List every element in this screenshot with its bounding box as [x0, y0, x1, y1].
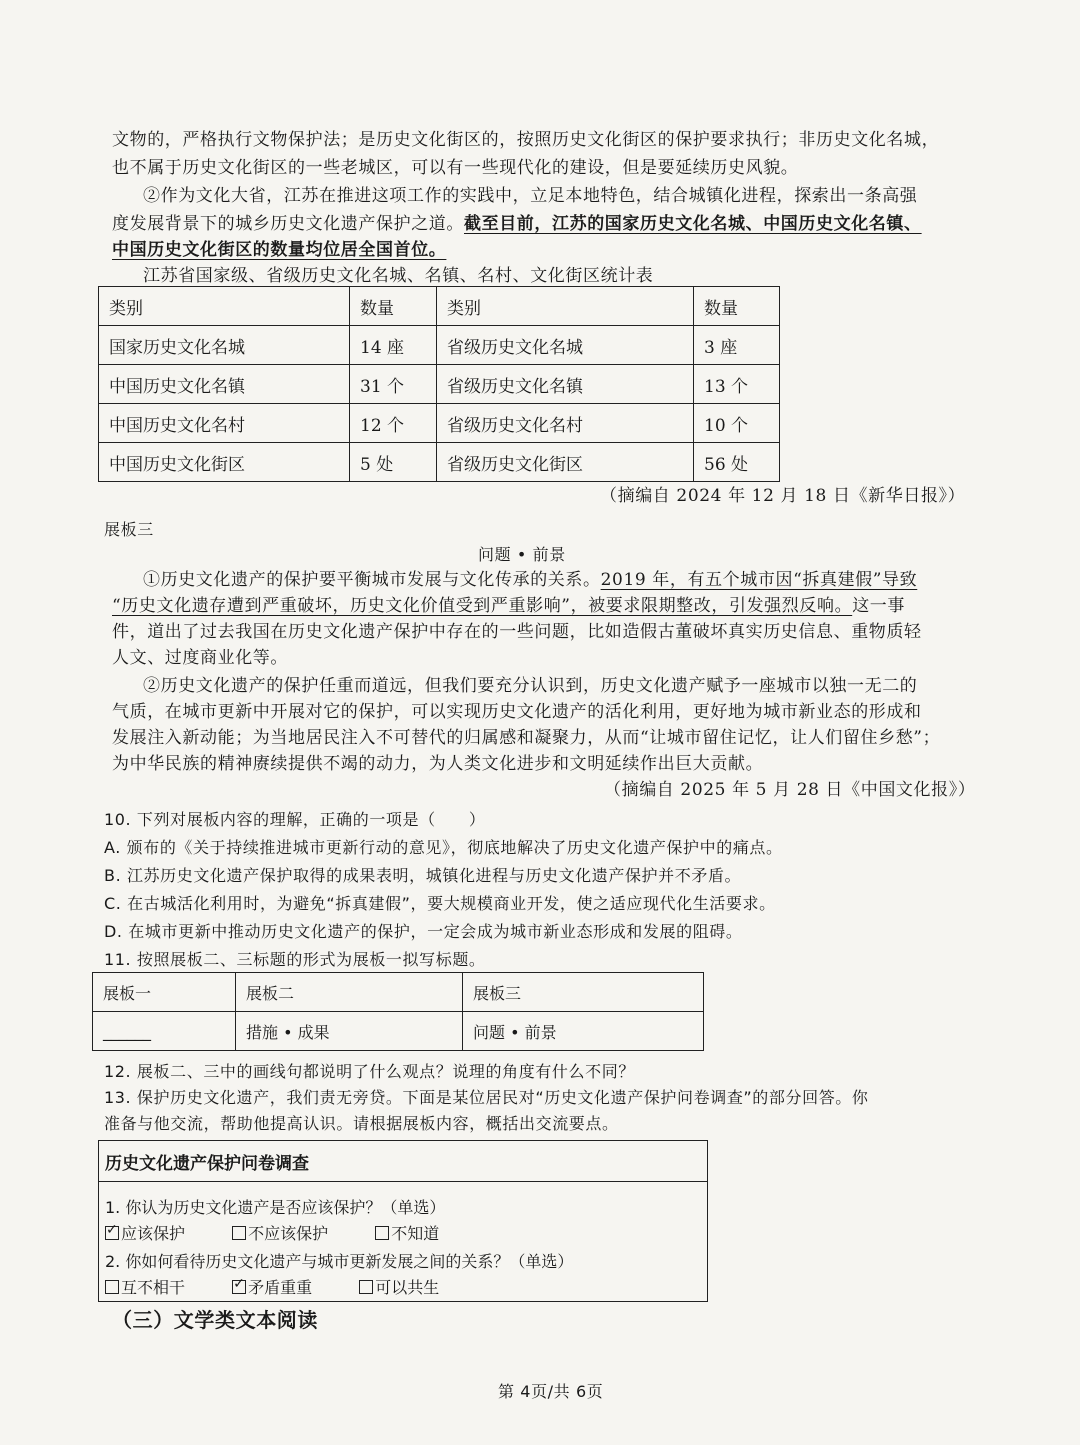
survey-q1-option-2[interactable] — [232, 1221, 328, 1244]
intro-p2-line-2 — [112, 212, 922, 236]
underlined-sentence-b: 中国历史文化街区的数量均位居全国首位。 — [112, 240, 447, 260]
answer-blank[interactable]: ______ — [93, 1012, 236, 1051]
table-row — [99, 326, 780, 365]
table-cell: 省级历史文化名镇 — [437, 365, 694, 404]
q10-option-b: B. 江苏历史文化遗产保护取得的成果表明，城镇化进程与历史文化遗产保护并不矛盾。 — [104, 866, 742, 885]
section-title: （三）文学类文本阅读 — [112, 1308, 318, 1332]
underlined-sentence-a: 截至目前，江苏的国家历史文化名城、中国历史文化名镇、 — [464, 214, 922, 234]
table-cell: 5 处 — [350, 443, 437, 482]
panel3-p1-line-1 — [143, 568, 917, 592]
intro-p2-line-1: ②作为文化大省，江苏在推进这项工作的实践中，立足本地特色，结合城镇化进程，探索出一条高强 — [143, 186, 918, 206]
table-header: 类别 — [437, 287, 694, 326]
survey-q2-options — [105, 1275, 481, 1298]
intro-p2-text: 度发展背景下的城乡历史文化遗产保护之道。 — [112, 214, 464, 234]
checkbox-checked-icon[interactable] — [232, 1280, 246, 1294]
table-cell: 问题 • 前景 — [463, 1012, 704, 1051]
option-label: 不应该保护 — [248, 1224, 329, 1243]
stats-table — [98, 286, 780, 482]
intro-line-1: 文物的，严格执行文物保护法；是历史文化街区的，按照历史文化街区的保护要求执行；非历史文化名城， — [112, 130, 940, 150]
panel3-p1-text: ①历史文化遗产的保护要平衡城市发展与文化传承的关系。 — [143, 570, 601, 590]
table-header: 展板一 — [93, 973, 236, 1012]
survey-q2-option-3[interactable] — [359, 1275, 439, 1298]
survey-q2-option-1[interactable] — [105, 1275, 185, 1298]
table-cell: 中国历史文化名镇 — [99, 365, 350, 404]
survey-q1-option-3[interactable] — [375, 1221, 439, 1244]
q11-table — [92, 972, 704, 1051]
panel3-p2-line-2: 气质，在城市更新中开展对它的保护，可以实现历史文化遗产的活化利用，更好地为城市新业态的形成和 — [112, 702, 922, 722]
table-cell: 3 座 — [694, 326, 780, 365]
q13-line-2: 准备与他交流，帮助他提高认识。请根据展板内容，概括出交流要点。 — [104, 1114, 619, 1133]
table-header: 类别 — [99, 287, 350, 326]
underlined-sentence-d: “历史文化遗存遭到严重破坏，历史文化价值受到严重影响”，被要求限期整改，引发强烈反响。 — [112, 596, 853, 616]
table-header: 展板三 — [463, 973, 704, 1012]
table-cell: 56 处 — [694, 443, 780, 482]
option-label: 互不相干 — [121, 1278, 186, 1297]
q10-option-c: C. 在古城活化利用时，为避免“拆真建假”，要大规模商业开发，使之适应现代化生活要求。 — [104, 894, 776, 913]
underlined-sentence-c: 2019 年，有五个城市因“拆真建假”导致 — [600, 570, 918, 590]
panel3-p1-line-3: 件，道出了过去我国在历史文化遗产保护中存在的一些问题，比如造假古董破坏真实历史信息、重物质轻 — [112, 622, 922, 642]
panel3-p1-end: 这一事 — [852, 596, 905, 616]
table-header: 数量 — [350, 287, 437, 326]
table-cell: 省级历史文化名城 — [437, 326, 694, 365]
table-row — [99, 404, 780, 443]
checkbox-icon[interactable] — [375, 1226, 389, 1240]
table-cell: 省级历史文化街区 — [437, 443, 694, 482]
panel3-p1-line-2 — [112, 594, 905, 618]
table-cell: 13 个 — [694, 365, 780, 404]
table-cell: 措施 • 成果 — [236, 1012, 463, 1051]
checkbox-icon[interactable] — [359, 1280, 373, 1294]
survey-q2: 2. 你如何看待历史文化遗产与城市更新发展之间的关系？（单选） — [105, 1252, 574, 1271]
table-row — [99, 443, 780, 482]
survey-q1-options — [105, 1221, 481, 1244]
intro-line-2: 也不属于历史文化街区的一些老城区，可以有一些现代化的建设，但是要延续历史风貌。 — [112, 158, 799, 178]
q13-line-1: 13. 保护历史文化遗产，我们责无旁贷。下面是某位居民对“历史文化遗产保护问卷调查”的部分回答。你 — [104, 1088, 869, 1107]
table1-source: （摘编自 2024 年 12 月 18 日《新华日报》） — [600, 486, 966, 506]
survey-title: 历史文化遗产保护问卷调查 — [105, 1154, 309, 1174]
table-cell: 31 个 — [350, 365, 437, 404]
table-header: 展板二 — [236, 973, 463, 1012]
table-cell: 国家历史文化名城 — [99, 326, 350, 365]
panel3-p2-line-4: 为中华民族的精神赓续提供不竭的动力，为人类文化进步和文明延续作出巨大贡献。 — [112, 754, 764, 774]
checkbox-checked-icon[interactable] — [105, 1226, 119, 1240]
panel3-source: （摘编自 2025 年 5 月 28 日《中国文化报》） — [604, 780, 976, 800]
survey-box — [98, 1140, 708, 1302]
table-row — [93, 973, 704, 1012]
q11-stem: 11. 按照展板二、三标题的形式为展板一拟写标题。 — [104, 950, 486, 969]
page-footer: 第 4页/共 6页 — [498, 1382, 604, 1401]
table-cell: 14 座 — [350, 326, 437, 365]
panel3-title: 问题 • 前景 — [478, 545, 566, 564]
panel3-p2-line-3: 发展注入新动能；为当地居民注入不可替代的归属感和凝聚力，从而“让城市留住记忆，让人们留住乡愁”； — [112, 728, 941, 748]
option-label: 不知道 — [391, 1224, 440, 1243]
table-row — [99, 287, 780, 326]
q10-stem: 10. 下列对展板内容的理解，正确的一项是（ ） — [104, 810, 486, 829]
q12-stem: 12. 展板二、三中的画线句都说明了什么观点？说理的角度有什么不同？ — [104, 1062, 635, 1081]
survey-q2-option-2[interactable] — [232, 1275, 312, 1298]
option-label: 可以共生 — [375, 1278, 440, 1297]
checkbox-icon[interactable] — [105, 1280, 119, 1294]
table-header: 数量 — [694, 287, 780, 326]
checkbox-icon[interactable] — [232, 1226, 246, 1240]
panel3-p2-line-1: ②历史文化遗产的保护任重而道远，但我们要充分认识到，历史文化遗产赋予一座城市以独一无二的 — [143, 676, 918, 696]
table-row — [99, 365, 780, 404]
table-cell: 中国历史文化街区 — [99, 443, 350, 482]
panel3-label: 展板三 — [104, 520, 154, 539]
table-cell: 12 个 — [350, 404, 437, 443]
survey-divider — [99, 1181, 707, 1182]
table-cell: 省级历史文化名村 — [437, 404, 694, 443]
table1-caption: 江苏省国家级、省级历史文化名城、名镇、名村、文化街区统计表 — [143, 266, 654, 286]
option-label: 矛盾重重 — [248, 1278, 313, 1297]
panel3-p1-line-4: 人文、过度商业化等。 — [112, 648, 288, 668]
q10-option-d: D. 在城市更新中推动历史文化遗产的保护，一定会成为城市新业态形成和发展的阻碍。 — [104, 922, 743, 941]
table-cell: 中国历史文化名村 — [99, 404, 350, 443]
table-cell: 10 个 — [694, 404, 780, 443]
survey-q1-option-1[interactable] — [105, 1221, 185, 1244]
q10-option-a: A. 颁布的《关于持续推进城市更新行动的意见》，彻底地解决了历史文化遗产保护中的痛点。 — [104, 838, 783, 857]
survey-q1: 1. 你认为历史文化遗产是否应该保护？（单选） — [105, 1198, 446, 1217]
option-label: 应该保护 — [121, 1224, 186, 1243]
table-row — [93, 1012, 704, 1051]
